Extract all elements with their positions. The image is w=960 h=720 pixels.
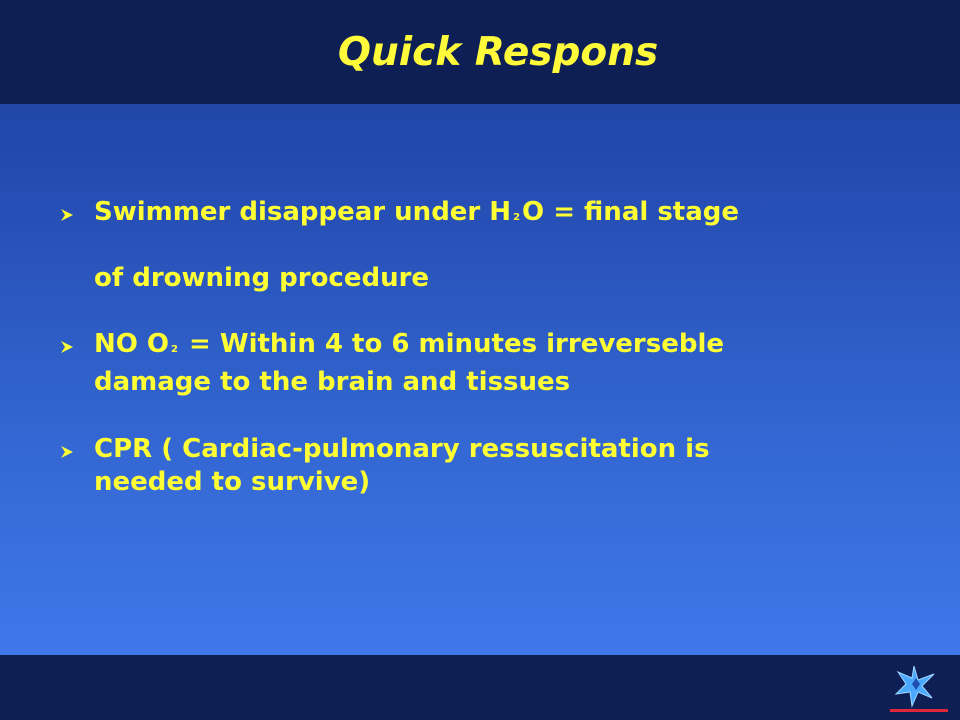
list-item (60, 328, 724, 399)
list-item (60, 433, 710, 499)
item-text-line2: damage to the brain and tissues (94, 367, 571, 397)
item-text-line2: needed to survive) (94, 467, 371, 497)
arrow-bullet-icon (60, 340, 74, 354)
item-text: CPR ( Cardiac-pulmonary ressuscitation is (94, 434, 710, 464)
subscript: 2 (513, 212, 521, 223)
star-logo-icon (886, 660, 952, 716)
item-text: NO O (94, 329, 170, 359)
subscript: 2 (171, 344, 178, 355)
item-text: = Within 4 to 6 minutes irreverseble (180, 329, 724, 359)
list-item-continuation: of drowning procedure (94, 263, 430, 293)
slide-title: Quick Respons (337, 30, 659, 75)
item-text: Swimmer disappear under H (94, 197, 512, 227)
item-text: O = final stage (522, 197, 740, 227)
footer-band (0, 655, 960, 720)
list-item (60, 196, 739, 234)
arrow-bullet-icon (60, 445, 74, 459)
arrow-bullet-icon (60, 208, 74, 222)
